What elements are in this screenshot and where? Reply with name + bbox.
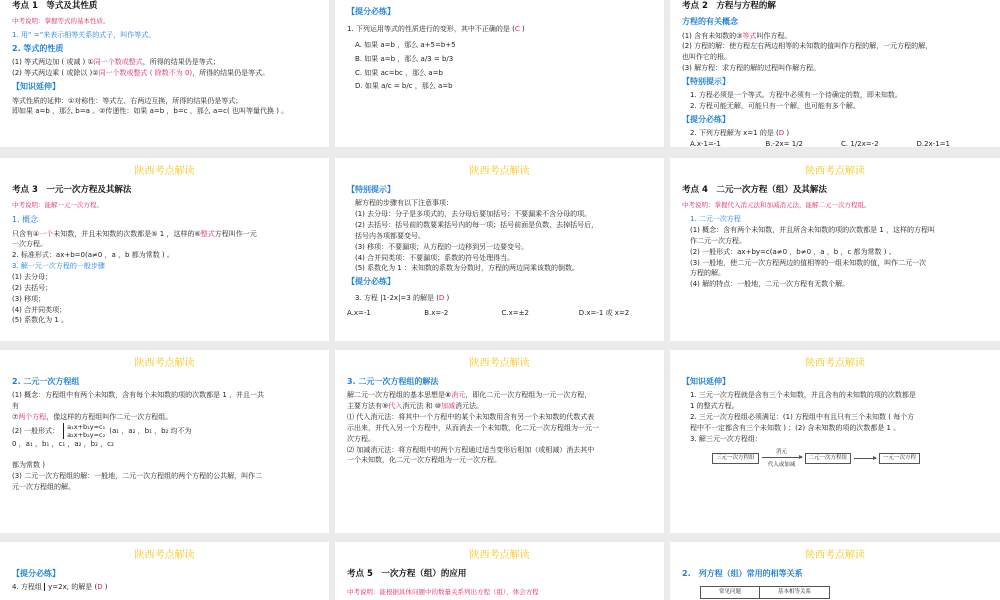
sub-heading: 2. 二元一次方程组 bbox=[12, 377, 80, 386]
knowledge-extension-tag: 【知识延伸】 bbox=[682, 377, 730, 386]
option-a: A.x=-1 bbox=[347, 308, 371, 317]
sub-heading: 3. 解一元一次方程的一般步骤 bbox=[12, 262, 105, 271]
question: 4. 方程组 y=2x, 的解是 (D ) bbox=[12, 583, 108, 592]
slide-application bbox=[335, 542, 664, 600]
sub-heading: 方程的有关概念 bbox=[682, 17, 738, 27]
property-2: (2) 等式两边乘 ( 或除以 )②同一个数或整式 ( 除数不为 0)，所得的结果仍是等式。 bbox=[12, 69, 270, 78]
paragraph: 作二元一次方程。 bbox=[690, 236, 746, 245]
list-item: (1) 去分母：分子是多项式的，去分母后要加括号；不要漏乘不含分母的项。 bbox=[355, 210, 592, 219]
paragraph: 等式性质的延伸：①对称性：等式左、右两边互换，所得的结果仍是等式； bbox=[12, 96, 243, 105]
option-d: D.2x-1=1 bbox=[916, 140, 951, 147]
paragraph: 1. 三元一次方程就是含有三个未知数，并且含有的未知数的项的次数都是 bbox=[690, 391, 916, 400]
paragraph: (1) 含有未知数的③等式叫作方程。 bbox=[682, 31, 792, 40]
answer: D bbox=[778, 129, 785, 138]
list-item: 括号内各项都要变号。 bbox=[355, 231, 425, 240]
option-a: A. 如果 a=b ，那么 a+5=b+5 bbox=[355, 41, 456, 50]
slide-linear-equation bbox=[0, 158, 329, 341]
slide-equation-system bbox=[0, 350, 329, 533]
slide-practice-1 bbox=[335, 0, 664, 147]
system-eq-2: a₂x+b₂y=c₂ bbox=[67, 431, 106, 440]
paragraph: 一个未知数，化二元一次方程组为一元一次方程。 bbox=[347, 456, 501, 465]
section-heading: 考点 5 一次方程（组）的应用 bbox=[347, 569, 467, 579]
slide-title: 陕西考点解读 bbox=[134, 166, 195, 177]
paragraph: ⑦两个方程，像这样的方程组叫作二元一次方程组。 bbox=[12, 413, 173, 422]
exam-note: 中考说明：能根据具体问题中的数量关系列出方程（组），体会方程 bbox=[347, 588, 539, 597]
flow-box-end: 一元一次方程 bbox=[879, 453, 920, 464]
paragraph: (3) 二元一次方程组的解：一般地，二元一次方程组的两个方程的公共解，叫作二 bbox=[12, 471, 263, 480]
paragraph: ⑴ 代入消元法：将其中一个方程中的某个未知数用含有另一个未知数的代数式表 bbox=[347, 413, 595, 422]
general-form: (2) 一般形式： a₁x+b₁y=c₁ a₂x+b₂y=c₂ (a₁ ，a₂ ，b₁ ，b₂ 均不为 bbox=[12, 422, 192, 440]
slide-title: 陕西考点解读 bbox=[469, 358, 530, 369]
slide-two-variable-equation bbox=[670, 158, 1000, 341]
slide-title: 陕西考点解读 bbox=[805, 166, 865, 177]
question: 2. 下列方程解为 x=1 的是 (D ) bbox=[690, 129, 790, 138]
paragraph: 一次方程。 bbox=[12, 240, 47, 249]
slide-title: 陕西考点解读 bbox=[134, 550, 195, 561]
paragraph: 2. 三元一次方程组必须满足：(1) 方程组中有且只有三个未知数 ( 每个方 bbox=[690, 413, 915, 422]
options bbox=[347, 308, 652, 319]
sub-heading: 1. 二元一次方程 bbox=[690, 215, 741, 224]
slide-title: 陕西考点解读 bbox=[805, 358, 865, 369]
flow-box-start: 三元一次方程组 bbox=[712, 453, 759, 464]
paragraph: (3) 一般地，使二元一次方程两边的值相等的一组未知数的值，叫作二元一次 bbox=[690, 258, 927, 267]
exam-note: 中考说明：掌握等式的基本性质。 bbox=[12, 17, 110, 26]
tip-1: 1. 方程必须是一个等式。方程中必须有一个待确定的数，即未知数。 bbox=[690, 91, 902, 100]
practice-tag: 【提分必练】 bbox=[347, 277, 395, 287]
practice-tag: 【提分必练】 bbox=[12, 569, 60, 578]
flow-label: 代入或加减 bbox=[767, 461, 796, 468]
option-c: C. 如果 ac=bc ，那么 a=b bbox=[355, 68, 443, 77]
arrow-icon bbox=[762, 457, 802, 458]
paragraph: 1. 用“ =”来表示相等关系的式子，叫作等式。 bbox=[12, 31, 156, 40]
paragraph: 0 ，a₁ ，b₁ ，c₁ ，a₂ ，b₂ ，c₂ bbox=[12, 440, 114, 449]
option-b: B.x=-2 bbox=[424, 308, 449, 317]
paragraph: 主要方法有⑨代入消元法 和 ⑩加减消元法。 bbox=[347, 402, 484, 411]
section-heading: 考点 1 等式及其性质 bbox=[12, 1, 98, 11]
table-header: 常见问题 bbox=[701, 587, 760, 599]
paragraph: 解方程的步骤有以下注意事项： bbox=[355, 199, 453, 208]
option-c: C.x=±2 bbox=[501, 308, 529, 317]
paragraph: (2) 一般形式：ax+by=c(a≠0 ，b≠0 ，a ，b ，c 都为常数 ) 。 bbox=[690, 247, 896, 256]
slide-title: 陕西考点解读 bbox=[805, 550, 865, 561]
paragraph: (1) 概念：方程组中有两个未知数，含有每个未知数的项的次数都是 1 ，并且一共 bbox=[12, 391, 265, 400]
sub-heading: 1. 概念 bbox=[12, 215, 39, 225]
step: (3) 移项； bbox=[12, 294, 46, 303]
slide-practice-4 bbox=[0, 542, 329, 600]
option-b: B. 如果 a=b ，那么 a/3 = b/3 bbox=[355, 54, 454, 63]
paragraph: 都为常数 ) bbox=[12, 461, 45, 470]
special-tip-tag: 【特别提示】 bbox=[347, 185, 395, 194]
exam-note: 中考说明：能解一元一次方程。 bbox=[12, 201, 103, 210]
table-header: 基本相等关系 bbox=[760, 587, 830, 599]
paragraph: (2) 方程的解：使方程左右两边相等的未知数的值叫作方程的解，一元方程的解， bbox=[682, 42, 933, 51]
paragraph: 元一次方程组的解。 bbox=[12, 482, 75, 491]
practice-tag: 【提分必练】 bbox=[682, 115, 730, 125]
question: 1. 下列运用等式的性质进行的变形，其中不正确的是 (C ) bbox=[347, 25, 525, 34]
list-item: (5) 系数化为 1 ：未知数的系数为分数时，方程的两边同乘该数的倒数。 bbox=[355, 264, 580, 273]
section-heading: 考点 4 二元一次方程（组）及其解法 bbox=[682, 185, 827, 195]
slide-title: 陕西考点解读 bbox=[469, 550, 530, 561]
option-d: D. 如果 a/c = b/c ，那么 a=b bbox=[355, 82, 453, 91]
paragraph: (3) 解方程：求方程的解的过程叫作解方程。 bbox=[682, 64, 821, 73]
option-b: B.-2x= 1/2 bbox=[765, 140, 804, 147]
standard-form: 2. 标准形式：ax+b=0(a≠0 ，a ，b 都为常数 ) 。 bbox=[12, 251, 174, 260]
section-heading: 考点 2 方程与方程的解 bbox=[682, 1, 776, 11]
section-heading: 考点 3 一元一次方程及其解法 bbox=[12, 185, 132, 195]
paragraph: 解二元一次方程组的基本思想是⑧消元，即化二元一次方程组为一元一次方程， bbox=[347, 391, 592, 400]
answer: D bbox=[438, 293, 445, 302]
step: (5) 系数化为 1 。 bbox=[12, 316, 69, 325]
table-row bbox=[701, 587, 830, 599]
list-item: (2) 去括号：括号前的数要乘括号内的每一项；括号前面是负数，去掉括号后， bbox=[355, 221, 599, 230]
paragraph: 次方程。 bbox=[347, 434, 375, 443]
paragraph: 示出来，并代入另一个方程中，从而消去一个未知数，化二元一次方程组为一元一 bbox=[347, 423, 599, 432]
flow-box-middle: 二元一次方程组 bbox=[805, 453, 852, 464]
option-a: A.x-1=-1 bbox=[690, 140, 721, 147]
tip-2: 2. 方程可能无解，可能只有一个解，也可能有多个解。 bbox=[690, 102, 860, 111]
system-eq-1: a₁x+b₁y=c₁ bbox=[67, 422, 106, 431]
sub-heading: 3. 二元一次方程组的解法 bbox=[347, 377, 439, 386]
slide-title: 陕西考点解读 bbox=[469, 166, 530, 177]
relations-table bbox=[700, 586, 830, 599]
options bbox=[682, 139, 988, 147]
slide-three-variable bbox=[670, 350, 1000, 533]
slide-system-solving bbox=[335, 350, 664, 533]
slide-equation-properties bbox=[0, 0, 329, 147]
paragraph: (1) 概念：含有两个未知数，并且所含未知数的项的次数都是 1 ，这样的方程叫 bbox=[690, 226, 936, 235]
step: (4) 合并同类项； bbox=[12, 305, 67, 314]
paragraph: 3. 解三元一次方程组： bbox=[690, 434, 762, 443]
solving-flow-diagram bbox=[682, 449, 988, 469]
slide-equality-relations bbox=[670, 542, 1000, 600]
paragraph: 有 bbox=[12, 402, 19, 411]
paragraph: 程中不一定都含有三个未知数 ) ；(2) 含未知数的项的次数都是 1 。 bbox=[690, 423, 901, 432]
sub-heading: 2. 等式的性质 bbox=[12, 44, 64, 54]
paragraph: (4) 解的特点：一般地，二元一次方程有无数个解。 bbox=[690, 280, 850, 289]
question: 3. 方程 |1-2x|=3 的解是 (D ) bbox=[355, 293, 450, 302]
slide-solving-notes bbox=[335, 158, 664, 341]
paragraph: ⑵ 加减消元法：将方程组中的两个方程通过适当变形后相加（或相减）消去其中 bbox=[347, 445, 595, 454]
list-item: (4) 合并同类项：不要漏项；系数的符号处理得当。 bbox=[355, 253, 515, 262]
practice-tag: 【提分必练】 bbox=[347, 7, 395, 16]
slide-title: 陕西考点解读 bbox=[134, 358, 195, 369]
arrow-icon bbox=[854, 458, 876, 459]
paragraph: 即如果 a=b ，那么 b=a 。②传递性：如果 a=b ，b=c ，那么 a=c( 也叫等量代换 ) 。 bbox=[12, 107, 289, 116]
paragraph: 1 的整式方程。 bbox=[690, 402, 739, 411]
answer: D bbox=[97, 583, 103, 592]
option-d: D.x=-1 或 x=2 bbox=[578, 308, 630, 317]
flow-label: 消元 bbox=[776, 448, 788, 455]
paragraph: 方程的解。 bbox=[690, 269, 725, 278]
answer: C bbox=[514, 25, 520, 34]
sub-heading: 2. 列方程（组）常用的相等关系 bbox=[682, 569, 803, 578]
exam-note: 中考说明：掌握代入消元法和加减消元法，能解二元一次方程组。 bbox=[682, 201, 871, 210]
knowledge-extension-tag: 【知识延伸】 bbox=[12, 82, 60, 92]
property-1: (1) 等式两边加 ( 或减 ) ①同一个数或整式，所得的结果仍是等式； bbox=[12, 58, 220, 67]
option-c: C. 1/2x=-2 bbox=[841, 140, 879, 147]
step: (2) 去括号； bbox=[12, 283, 53, 292]
paragraph: 也叫作它的根。 bbox=[682, 53, 731, 62]
paragraph: 只含有④一个未知数，并且未知数的次数都是⑤ 1 ，这样的⑥整式方程叫作一元 bbox=[12, 229, 257, 238]
step: (1) 去分母； bbox=[12, 273, 53, 281]
list-item: (3) 移项：不要漏项；从方程的一边移到另一边要变号。 bbox=[355, 242, 529, 251]
special-tip-tag: 【特别提示】 bbox=[682, 76, 730, 86]
slide-equation-solution bbox=[670, 0, 1000, 147]
